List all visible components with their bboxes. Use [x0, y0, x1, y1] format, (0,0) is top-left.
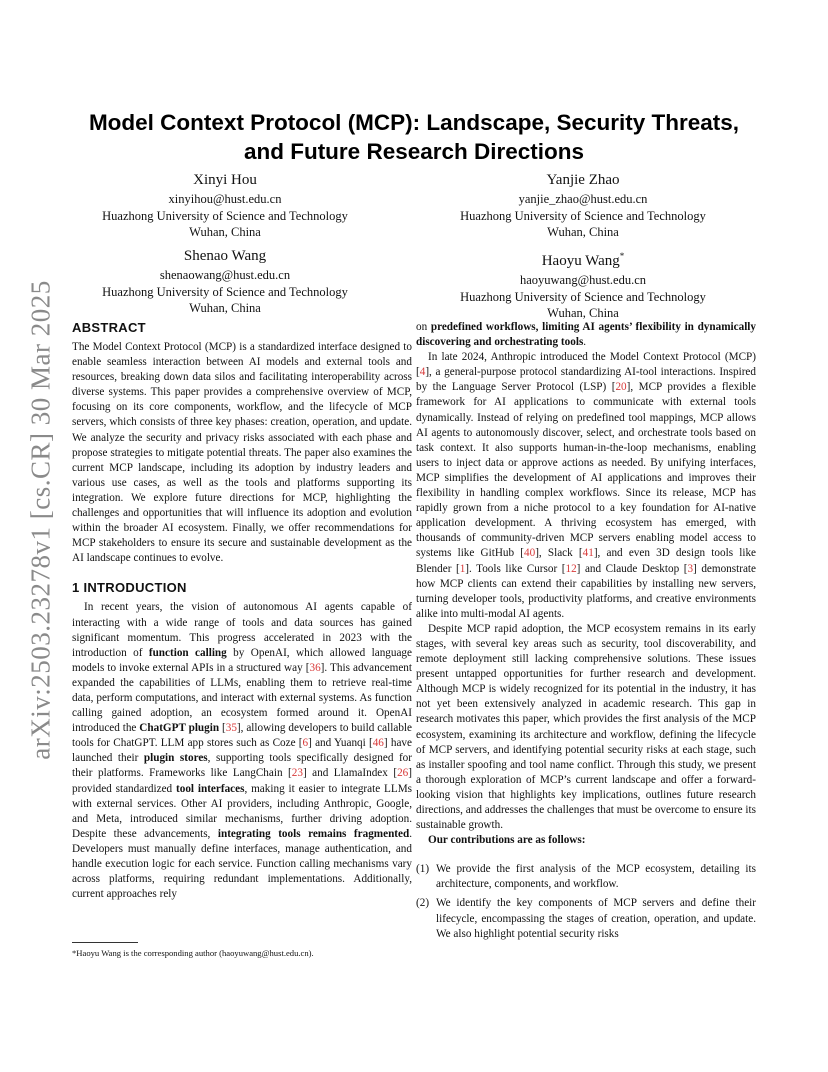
text-run: by OpenAI, which allowed language models to invoke external APIs in a structured way [ — [72, 646, 412, 674]
bold-phrase: predefined workflows, limiting AI agents’ flexibility in dynamically discovering and orchestrating tools — [416, 321, 757, 349]
author-location: Wuhan, China — [547, 225, 619, 239]
author-email: yanjie_zhao@hust.edu.cn — [518, 192, 648, 206]
intro-paragraph-continued — [416, 320, 756, 350]
citation-link[interactable]: 26 — [397, 767, 409, 780]
citation-link[interactable]: 40 — [524, 547, 536, 560]
citation-link[interactable]: 23 — [291, 767, 303, 780]
footnote: *Haoyu Wang is the corresponding author (haoyuwang@hust.edu.cn). — [72, 948, 314, 958]
author-email: xinyihou@hust.edu.cn — [168, 192, 282, 206]
arxiv-id-text: arXiv:2503.23278v1 [cs.CR] 30 Mar 2025 — [25, 280, 56, 760]
intro-paragraph — [416, 350, 756, 622]
citation-link[interactable]: 35 — [225, 722, 237, 735]
left-column — [72, 320, 412, 902]
introduction-heading: 1 INTRODUCTION — [72, 580, 187, 596]
author-affiliation: Huazhong University of Science and Technology — [460, 289, 706, 304]
author-name: Xinyi Hou — [193, 172, 257, 188]
text-run: ] demonstrate how MCP clients can extend their capabilities by installing new servers, turning developer tools, productivity platforms, and creative environments alike into multi-modal AI agents. — [416, 562, 756, 620]
author-block — [60, 247, 390, 317]
text-run: , making it easier to integrate LLMs with external services. Other AI providers, including Anthropic, Google, and Meta, introduced similar mechanisms, further driving adoption. Despite these advancements, — [72, 782, 412, 840]
list-number: (2) — [416, 897, 430, 910]
author-name-with-mark — [418, 247, 748, 271]
author-email: shenaowang@hust.edu.cn — [159, 268, 291, 282]
citation-link[interactable]: 20 — [615, 381, 627, 394]
text-run: ] and LlamaIndex [ — [302, 767, 398, 780]
text-run: . Developers must manually define interfaces, manage authentication, and handle execution logic for each service. Function calling mechanisms vary across platforms, requiring redundant implementations. Additionally, current approaches rely — [72, 827, 413, 901]
text-run: ] provided standardized — [72, 767, 412, 795]
text-run: ]. This advancement expanded the capabilities of LLMs, enabling them to retrieve real-time data, perform computations, and interact with external systems. As function calling gained adoption, an ecosystem formed around it. OpenAI introduced the — [72, 661, 412, 735]
author-name: Haoyu Wang — [541, 253, 620, 269]
bold-phrase: ChatGPT plugin — [139, 722, 220, 735]
text-run: In late 2024, Anthropic introduced the Model Context Protocol (MCP)[ — [416, 351, 756, 379]
intro-paragraph — [72, 600, 412, 902]
text-run: ], MCP provides a flexible framework for AI applications to communicate with external tools dynamically. Instead of relying on predefined tool mappings, MCP allows AI agents to autonomously discover, select, and orchestrate tools based on task context. It also supports human-in-the-loop mechanisms, enabling users to inject data or approve actions as needed. By unifying interfaces, MCP simplifies the development of AI applications and improves their flexibility in handling complex workflows. Since its release, MCP has rapidly grown from a niche protocol to a key foundation for AI-native application development. A thriving ecosystem has emerged, with thousands of community-driven MCP servers enabling model access to systems like GitHub [ — [416, 381, 756, 560]
list-number: (1) — [416, 863, 430, 876]
text-run: ] have launched their — [72, 737, 412, 765]
text-run: . — [583, 336, 587, 349]
bold-phrase: tool interfaces — [176, 782, 245, 795]
author-location: Wuhan, China — [189, 301, 261, 315]
bold-phrase: plugin stores — [143, 752, 208, 765]
author-name: Yanjie Zhao — [546, 172, 620, 188]
text-run: ] and Yuanqi [ — [308, 737, 373, 750]
arxiv-identifier — [24, 280, 58, 760]
citation-link[interactable]: 46 — [372, 737, 384, 750]
author-location: Wuhan, China — [547, 306, 619, 320]
text-run: ], Slack [ — [535, 547, 583, 560]
list-text: We provide the first analysis of the MCP ecosystem, detailing its architecture, components, and workflow. — [436, 863, 756, 891]
bold-phrase: function calling — [148, 646, 227, 659]
author-affiliation: Huazhong University of Science and Technology — [102, 208, 348, 223]
author-location: Wuhan, China — [189, 225, 261, 239]
text-run: on — [416, 321, 431, 333]
list-text: We identify the key components of MCP servers and define their lifecycle, encompassing the stages of creation, operation, and update. We also highlight potential security risks — [436, 897, 756, 940]
intro-paragraph: Despite MCP rapid adoption, the MCP ecosystem remains in its early stages, with several key areas such as security, tool discoverability, and remote deployment still lacking comprehensive solutions. These issues present untapped opportunities for further research and development. Although MCP is widely recognized for its potential in the industry, it has not yet been extensively analyzed in academic research. This gap in research motivates this paper, which provides the first analysis of the MCP ecosystem, examining its architecture and workflow, defining the lifecycle of MCP servers, and identifying potential security risks at each stage, such as installer spoofing and tool name conflict. Through this study, we present a thorough exploration of MCP’s current landscape and offer a forward-looking vision that highlights key implications, outlines future research directions, and addresses the challenges that must be overcome to ensure its sustainable growth. — [416, 622, 756, 832]
list-item — [416, 862, 756, 892]
abstract-text: The Model Context Protocol (MCP) is a standardized interface designed to enable seamless interaction between AI models and external tools and resources, breaking down data silos and facilitating interoperability across diverse systems. This paper provides a comprehensive overview of MCP, focusing on its core components, workflow, and the lifecycle of MCP servers, which consists of three key phases: creation, operation, and update. We analyze the security and privacy risks associated with each phase and propose strategies to mitigate potential threats. The paper also examines the current MCP landscape, including its adoption by industry leaders and various use cases, as well as the tools and platforms supporting its integration. We explore future directions for MCP, highlighting the challenges and opportunities that will influence its adoption and evolution within the broader AI ecosystem. Finally, we offer recommendations for MCP stakeholders to ensure its secure and sustainable development as the AI landscape continues to evolve. — [72, 341, 412, 565]
citation-link[interactable]: 12 — [565, 562, 577, 575]
text-run: , supporting tools specifically designed for their platforms. Frameworks like LangChain [ — [72, 752, 412, 780]
right-column — [416, 320, 756, 946]
text-run: ], a general-purpose protocol standardizing AI-tool interactions. Inspired by the Language Server Protocol (LSP) [ — [416, 366, 756, 394]
citation-link[interactable]: 3 — [687, 562, 694, 575]
author-affiliation: Huazhong University of Science and Technology — [102, 284, 348, 299]
bold-phrase: integrating tools remains fragmented — [217, 827, 410, 840]
paper-title: Model Context Protocol (MCP): Landscape, Security Threats, and Future Research Directions — [88, 110, 740, 164]
citation-link[interactable]: 4 — [419, 366, 426, 379]
citation-link[interactable]: 36 — [309, 661, 321, 674]
text-run: ] and Claude Desktop [ — [576, 562, 688, 575]
citation-link[interactable]: 41 — [582, 547, 594, 560]
author-name: Shenao Wang — [183, 248, 267, 264]
author-block — [60, 171, 390, 241]
contributions-heading: Our contributions are as follows: — [428, 834, 586, 847]
author-affiliation: Huazhong University of Science and Technology — [460, 208, 706, 223]
text-run: [ — [219, 722, 226, 735]
text-run: In recent years, the vision of autonomous AI agents capable of interacting with a wide range of tools and data sources has gained significant momentum. This progress accelerated in 2023 with the introduction of — [72, 601, 412, 659]
citation-link[interactable]: 6 — [302, 737, 309, 750]
corresponding-mark: * — [619, 251, 625, 261]
author-block — [418, 171, 748, 241]
author-block — [418, 247, 748, 322]
text-run: ], allowing developers to build callable tools for ChatGPT. LLM app stores such as Coze [ — [72, 722, 412, 750]
author-email: haoyuwang@hust.edu.cn — [519, 273, 647, 287]
text-run: ], and even 3D design tools like Blender [ — [416, 547, 757, 575]
abstract-heading: ABSTRACT — [72, 320, 146, 335]
footnote-rule — [72, 942, 138, 943]
contributions-list — [416, 862, 756, 941]
list-item — [416, 896, 756, 941]
text-run: ]. Tools like Cursor [ — [465, 562, 566, 575]
citation-link[interactable]: 1 — [459, 562, 466, 575]
